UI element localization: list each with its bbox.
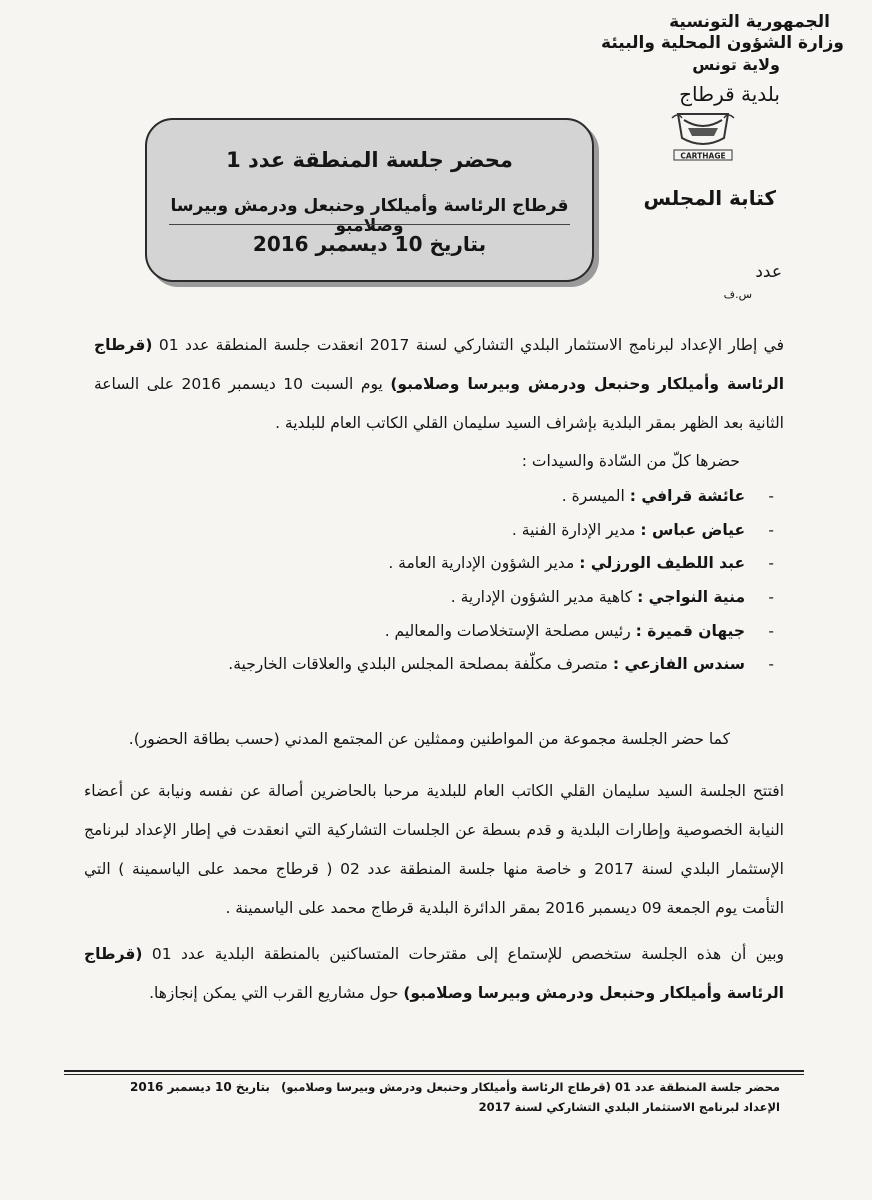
municipality-header: بلدية قرطاج [679,82,780,106]
attendee-name: عياض عباس : [640,520,746,539]
reference-number-label: عدد [755,262,782,282]
session-purpose-paragraph [84,935,784,1013]
attendees-list [174,480,774,682]
title-box [145,118,594,282]
document-title: محضر جلسة المنطقة عدد 1 [226,148,513,172]
list-item: - جيهان قميرة : رئيس مصلحة الإستخلاصات والمعاليم . [384,621,774,640]
list-item: - سندس الفازعي : متصرف مكلّفة بمصلحة المجلس البلدي والعلاقات الخارجية. [228,655,774,674]
council-office-label: كتابة المجلس [643,186,776,210]
zone-names: قرطاج الرئاسة وأميلكار وحنبعل ودرمش وبيرسا وصلامبو [170,196,569,236]
civil-society-paragraph: كما حضر الجلسة مجموعة من المواطنين وممثلين عن المجتمع المدني (حسب بطاقة الحضور). [128,730,730,748]
attendee-name: جيهان قميرة : [635,621,746,640]
p1-line3: الساعة الثانية بعد الظهر بمقر البلدية بإشراف السيد سليمان القلي الكاتب العام للبلدية . [94,375,784,432]
footer-title: محضر جلسة المنطقة عدد 01 (قرطاج الرئاسة وأميلكار وحنبعل ودرمش وبيرسا وصلامبو) [281,1080,780,1094]
list-item: - عياض عباس : مدير الإدارة الفنية . [511,520,774,539]
reference-initials: س.ف [723,288,752,301]
meeting-date: بتاريخ 10 ديسمبر 2016 [252,232,487,256]
attendee-role: مدير الإدارة الفنية . [511,520,636,539]
footer-divider [64,1070,804,1072]
footer-date: بتاريخ 10 ديسمبر 2016 [130,1080,270,1094]
attendee-role: رئيس مصلحة الإستخلاصات والمعاليم . [384,621,631,640]
ministry-header: وزارة الشؤون المحلية والبيئة [601,33,844,53]
list-item: - منية النواجي : كاهية مدير الشؤون الإدارية . [450,588,774,607]
republic-header: الجمهورية التونسية [669,12,830,32]
attendee-role: كاهية مدير الشؤون الإدارية . [450,588,633,607]
opening-speech-paragraph: افتتح الجلسة السيد سليمان القلي الكاتب العام للبلدية مرحبا بالحاضرين أصالة عن نفسه ونيابة عن أعضاء النيابة الخصوصية وإطارات البلدية و قدم بسطة عن الجلسات التشاركية التي انعقدت في إطار الإعداد لبرنامج الإستثمار البلدي لسنة 2017 و خاصة منها جلسة المنطقة عدد 02 ( قرطاج محمد على الياسمينة ) التي التأمت يوم الجمعة 09 ديسمبر 2016 بمقر الدائرة البلدية قرطاج محمد على الياسمينة . [84,782,784,917]
title-divider [169,224,570,225]
attendee-name: عبد اللطيف الورزلي : [579,554,746,573]
list-item: - عائشة قرافي : الميسرة . [561,487,774,505]
footer-divider-thin [64,1074,804,1075]
p1-date: يوم السبت 10 ديسمبر 2016 على [146,375,383,393]
p1-zone-names: (قرطاج الرئاسة وأميلكار وحنبعل ودرمش وبيرسا وصلامبو) [94,336,785,393]
attendee-name: منية النواجي : [637,588,746,607]
footer-subtitle: الإعداد لبرنامج الاستثمار البلدي التشاركي لسنة 2017 [478,1100,780,1114]
attendee-role: الميسرة . [561,487,625,505]
list-item: - عبد اللطيف الورزلي : مدير الشؤون الإدارية العامة . [388,554,774,573]
attendee-name: سندس الفازعي : [612,655,746,674]
attendee-role: مدير الشؤون الإدارية العامة . [388,554,575,573]
attendees-intro: حضرها كلّ من السّادة والسيدات : [521,452,740,470]
p1-number: 01 [158,336,179,354]
p4-zone-names: (قرطاج الرئاسة وأميلكار وحنبعل ودرمش وبيرسا وصلامبو) [84,945,784,1002]
attendee-role: متصرف مكلّفة بمصلحة المجلس البلدي والعلاقات الخارجية. [228,655,608,674]
attendee-name: عائشة قرافي : [629,487,746,505]
p4-start: وبين أن هذه الجلسة ستخصص للإستماع إلى مقترحات المتساكنين بالمنطقة البلدية عدد 01 [151,945,784,963]
opening-paragraph [94,326,784,443]
governorate-header: ولاية تونس [692,55,780,74]
p1-line1: في إطار الإعداد لبرنامج الاستثمار البلدي التشاركي لسنة 2017 انعقدت جلسة المنطقة عدد [184,336,784,354]
carthage-logo-icon [664,110,742,164]
logo-text: CARTHAGE [680,151,726,161]
p4-end: حول مشاريع القرب التي يمكن إنجازها. [149,984,399,1002]
